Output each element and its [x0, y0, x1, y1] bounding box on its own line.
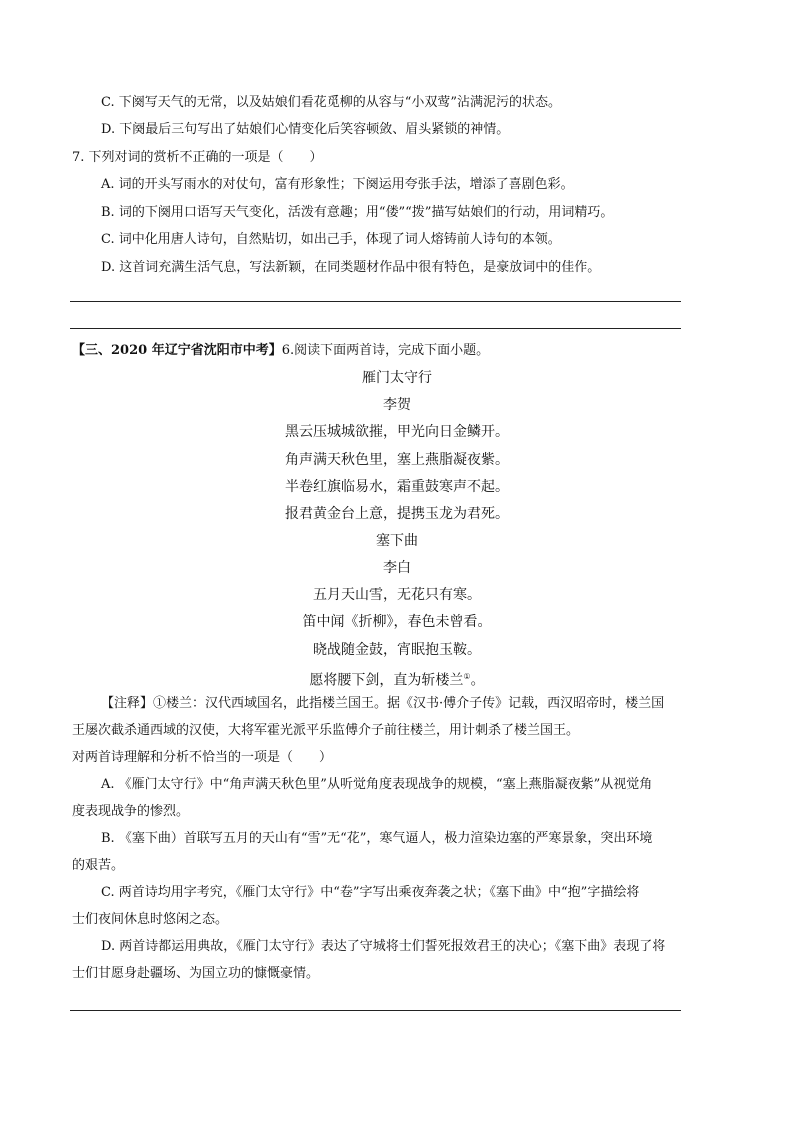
poem2-line: 愿将腰下剑，直为斩楼兰: [309, 672, 464, 689]
section-source-tag: 【三、2020 年辽宁省沈阳市中考】: [72, 343, 282, 358]
question-6-option-c-cont: 士们夜间休息时悠闲之态。: [72, 912, 229, 927]
q7-prev-option-d: D. 下阕最后三句写出了姑娘们心情变化后笑容顿敛、眉头紧锁的神情。: [101, 122, 510, 137]
question-6-option-a: A. 《雁门太守行》中“角声满天秋色里”从听觉角度表现战争的规模，“塞上燕脂凝夜紫”从视觉角: [101, 777, 653, 792]
answer-rule: [70, 1010, 681, 1011]
question-6-option-c: C. 两首诗均用字考究，《雁门太守行》中“卷”字写出乘夜奔袭之状；《塞下曲》中“抱”字描绘将: [101, 885, 640, 900]
section-header: [72, 342, 489, 360]
poem1-line: 半卷红旗临易水，霜重鼓寒声不起。: [285, 479, 509, 495]
annotation-line: 王屡次截杀通西域的汉使，大将军霍光派平乐监傅介子前往楼兰，用计刺杀了楼兰国王。: [72, 723, 580, 738]
question-6-option-b: B. 《塞下曲）首联写五月的天山有“雪”无“花”，寒气逼人，极力渲染边塞的严寒景象，突出环境: [101, 831, 653, 846]
answer-rule: [70, 301, 681, 302]
poem2-line: 五月天山雪，无花只有寒。: [313, 587, 481, 603]
question-7-option-c: C. 词中化用唐人诗句，自然贴切，如出己手，体现了词人熔铸前人诗句的本领。: [101, 232, 561, 247]
section-intro: 6.阅读下面两首诗，完成下面小题。: [281, 343, 490, 358]
question-6-option-a-cont: 度表现战争的惨烈。: [72, 804, 190, 819]
question-6-option-b-cont: 的艰苦。: [72, 858, 125, 873]
annotation-line: 【注释】①楼兰：汉代西域国名，此指楼兰国王。据《汉书·傅介子传》记载，西汉昭帝时，楼兰国: [101, 696, 665, 711]
poem1-line: 黑云压城城欲摧，甲光向日金鳞开。: [285, 424, 509, 440]
question-7-stem: 7. 下列对词的赏析不正确的一项是（ ）: [72, 150, 323, 165]
question-6-stem: 对两首诗理解和分析不恰当的一项是（ ）: [72, 750, 333, 765]
question-7-option-d: D. 这首词充满生活气息，写法新颖，在同类题材作品中很有特色，是豪放词中的佳作。: [101, 260, 601, 275]
poem2-line: 晓战随金鼓，宵眠抱玉鞍。: [313, 642, 481, 658]
answer-rule: [70, 328, 681, 329]
poem2-last-punct: 。: [470, 672, 485, 689]
poem2-line: 笛中闻《折柳》，春色未曾看。: [302, 614, 492, 630]
poem1-author: 李贺: [383, 397, 411, 413]
question-7-option-a: A. 词的开头写雨水的对仗句，富有形象性；下阕运用夸张手法，增添了喜剧色彩。: [101, 177, 574, 192]
poem1-line: 角声满天秋色里，塞上燕脂凝夜紫。: [285, 452, 509, 468]
poem1-line: 报君黄金台上意，提携玉龙为君死。: [285, 506, 509, 522]
poem1-title: 雁门太守行: [362, 370, 432, 386]
poem2-author: 李白: [383, 560, 411, 576]
q7-prev-option-c: C. 下阕写天气的无常，以及姑娘们看花觅柳的从容与“小双莺”沾满泥污的状态。: [101, 95, 562, 110]
poem2-title: 塞下曲: [376, 533, 418, 549]
question-6-option-d-cont: 士们甘愿身赴疆场、为国立功的慷慨豪情。: [72, 966, 320, 981]
question-6-option-d: D. 两首诗都运用典故，《雁门太守行》表达了守城将士们誓死报效君王的决心；《塞下曲》表现了将: [101, 939, 666, 954]
poem2-last-line: [0, 668, 794, 690]
question-7-option-b: B. 词的下阕用口语写天气变化，活泼有意趣；用“偻”“拨”描写姑娘们的行动，用词精巧。: [101, 205, 614, 220]
footnote-marker: ①: [463, 672, 471, 681]
